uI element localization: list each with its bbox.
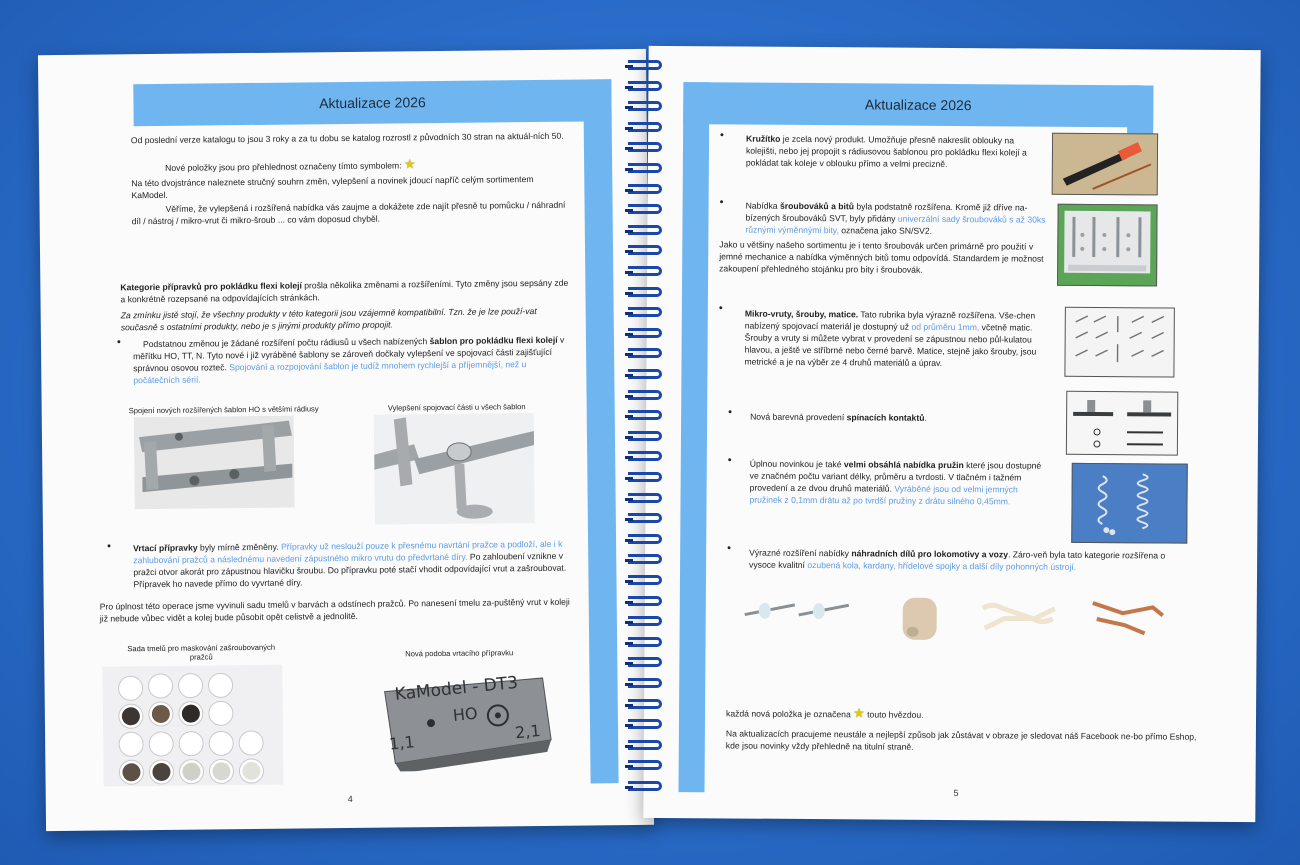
spiral-ring: [628, 781, 662, 791]
p5-pre: Úplnou novinkou je také: [749, 458, 844, 470]
right-parts-text: [749, 547, 1193, 574]
p6-link: ozubená kola, kardany, hřídelové spojky a další díly pohonných ústrojí.: [807, 559, 1077, 572]
jig-scale: HO: [452, 703, 479, 725]
bullet1-bold: šablon pro pokládku flexi kolejí: [429, 334, 558, 347]
p5-bold: velmi obsáhlá nabídka pružin: [843, 459, 964, 471]
spiral-ring: [628, 60, 662, 70]
caption-join-improvement: Vylepšení spojovací části u všech šablon: [387, 402, 526, 413]
left-completeness: Pro úplnost této operace jsme vyvinuli sadu tmelů v barvách a odstínech pražců. Po nanesení tmelu za-puštěný vrut v koleji již nebude vůbec vidět a kolej bude působit opět celistvě a jednolitě.: [99, 596, 570, 624]
left-page: [38, 49, 654, 831]
star-note-pre: každá nová položka je označena: [726, 708, 851, 720]
spiral-ring: [628, 101, 662, 111]
spiral-ring: [628, 431, 662, 441]
p6-bold: náhradních dílů pro lokomotivy a vozy: [851, 548, 1009, 560]
jig-right-size: 2,1: [514, 720, 542, 743]
p1-rest: je zcela nový produkt. Umožňuje přesně nakreslit oblouky na kolejišti, nebo jej propojit s rádiusovou šablonou pro pokládku flexi kolejí a pokládat tak koleje v oblouku přímo a velmi precizně.: [745, 133, 1027, 169]
p3-bold: Mikro-vruty, šrouby, matice.: [744, 308, 859, 320]
spiral-ring: [628, 740, 662, 750]
screws-photo: [1064, 307, 1174, 378]
bullet2-link: Přípravky už neslouží pouze k přesnému navrtání pražce a podloží, ale i k zahlubování pražců a následnému navedení zápustného mikro vrutu do předvrtané díry.: [133, 538, 563, 566]
p3-link: od průměru 1mm,: [911, 321, 980, 333]
right-closing: Na aktualizacích pracujeme neustále a nejlepší způsob jak zůstávat v obraze je sledovat náš Facebook ne-bo přímo Eshop, kde jsou novinky vždy přehledně na titulní straně.: [725, 728, 1197, 752]
spiral-ring: [628, 184, 662, 194]
p1-bold: Kružítko: [746, 133, 781, 144]
right-screws-text: [744, 308, 1052, 370]
right-page-number: 5: [953, 788, 959, 799]
jig-engraving: KaModel - DT3: [393, 672, 519, 705]
p3-rest: včetně matic. Šrouby a vruty si můžete vybrat v provedení se zápustnou nebo půl-kulatou hlavou, a ještě ve stříbrné nebo černé barvě. Matice, stejně jako šrouby, jsou metrické a je na výběr ze 4 druhů materiálů a úprav.: [744, 322, 1037, 368]
spiral-ring: [628, 369, 662, 379]
caption-putty-set: Sada tmelů pro maskování zašroubovaných pražců: [127, 642, 276, 662]
jig-left-size: 1,1: [388, 732, 416, 754]
spiral-ring: [628, 472, 662, 482]
spiral-ring: [628, 616, 662, 626]
join-part-photo: [374, 413, 535, 525]
bullet-icon: •: [728, 406, 733, 419]
spare-parts-photos: [735, 586, 1175, 649]
right-page: [643, 46, 1260, 822]
bullet2-bold: Vrtací přípravky: [133, 542, 198, 554]
bullet1-mid: v měřítku HO, TT, N. Tyto nové i již vyráběné šablony se zároveň dočkaly vylepšení ve spojovací části zajišťující správnou osovou rozteč.: [133, 334, 565, 374]
right-page-title: Aktualizace 2026: [683, 82, 1153, 127]
spiral-ring: [628, 451, 662, 461]
p5-mid: které jsou dostupné ve značném počtu variant délky, průměru a tvrdosti. V tlačném i tažném provedení a ze dvou druhů materiálů.: [749, 460, 1042, 494]
p6-mid: . Záro-veň byla tato kategorie rozšířena o vysoce kvalitní: [749, 549, 1166, 570]
left-page-side-band: [583, 79, 618, 783]
p3-mid: Tato rubrika byla výrazně rozšířena. Vše-chen nabízený spojovací materiál je dostupný už: [744, 309, 1036, 332]
left-hope: Věříme, že vylepšená i rozšířená nabídka vás zaujme a dokážete zde najít přesně tu pomůcku / náhradní díl / nástroj / mikro-vrut či mikro-šroub ... co vám doposud chyběl.: [131, 199, 566, 227]
p5-link: Vyráběné jsou od velmi jemných pružinek z 0,1mm drátu až po tvrdší pružiny z drátu silného 0,45mm.: [749, 483, 1018, 507]
spiral-ring: [628, 596, 662, 606]
bullet1-pre: Podstatnou změnou je žádané rozšíření počtu rádiusů u všech nabízených: [142, 336, 430, 350]
spiral-ring: [628, 575, 662, 585]
p2-pre: Nabídka: [745, 200, 781, 211]
spiral-ring: [628, 513, 662, 523]
bullet-icon: •: [107, 540, 112, 553]
spiral-ring: [628, 493, 662, 503]
spiral-ring: [628, 678, 662, 688]
bullet-icon: •: [116, 336, 121, 349]
spiral-ring: [628, 699, 662, 709]
drill-jig-photo: [374, 670, 555, 772]
spiral-ring: [628, 657, 662, 667]
bullet-icon: •: [720, 129, 724, 142]
spiral-ring: [628, 760, 662, 770]
spiral-ring: [628, 163, 662, 173]
left-category: [120, 277, 572, 306]
compass-photo: [1052, 133, 1158, 196]
right-contacts-text: [750, 411, 1050, 425]
spiral-ring: [628, 266, 662, 276]
bullet-icon: •: [718, 302, 723, 315]
right-screwdriver-text: [745, 200, 1045, 238]
spiral-ring: [628, 328, 662, 338]
left-new-items-note: [165, 156, 585, 173]
right-page-side-band: [678, 82, 709, 792]
spiral-ring: [628, 637, 662, 647]
caption-drill-jig: Nová podoba vrtacího přípravku: [405, 648, 514, 659]
p6-pre: Výrazné rozšíření nabídky: [749, 547, 852, 559]
springs-photo: [1071, 463, 1188, 544]
bullet2-rest: Po zahloubení vznikne v pražci otvor akorát pro zápustnou hlavičku šroubu. Do přípravku poté stačí vhodit odpovídající vrut a zašroubovat. Přípravek ho navede přímo do vyvrtané díry.: [133, 550, 567, 590]
contacts-photo: [1066, 391, 1178, 456]
spiral-ring: [628, 122, 662, 132]
left-italic-note: Za zmínku jistě stojí, že všechny produkty v této kategorii jsou vzájemně kompatibilní. Tzn. že je lze použí-vat současně s ostatními produkty, nebo je s jinými produkty přímo propojit.: [120, 305, 537, 333]
star-note-post: touto hvězdou.: [867, 709, 924, 720]
spiral-ring: [628, 719, 662, 729]
spiral-ring: [628, 245, 662, 255]
p4-rest: .: [924, 412, 927, 423]
bullet1-link: Spojování a rozpojování šablon je tudíž mnohem rychlejší a příjemnější, než u počátečních sérií.: [133, 359, 527, 386]
category-rest: prošla několika změnami a rozšířeními. Tyto změny jsou sepsány zde a konkrétně rozepsané na odpovídajících stránkách.: [120, 277, 569, 305]
putty-set-photo: [102, 665, 283, 787]
star-icon: ★: [403, 156, 416, 172]
spiral-binding: [628, 60, 664, 820]
spiral-ring: [628, 81, 662, 91]
category-bold: Kategorie přípravků pro pokládku flexi kolejí: [120, 280, 302, 293]
caption-template-join: Spojení nových rozšířených šablon HO s většími rádiusy: [128, 404, 319, 416]
spiral-ring: [628, 225, 662, 235]
spiral-ring: [628, 390, 662, 400]
p2-mid: byla podstatně rozšířena. Kromě již dříve na-bízených šroubováků SVT, byly přidány: [745, 201, 1028, 224]
spiral-ring: [628, 348, 662, 358]
p2-rest: označena jako SN/SV2.: [838, 225, 933, 236]
left-page-title: Aktualizace 2026: [133, 79, 611, 126]
star-icon: ★: [853, 705, 865, 721]
spiral-ring: [628, 142, 662, 152]
spiral-ring: [628, 554, 662, 564]
right-springs-text: [749, 458, 1041, 508]
right-compass-text: [746, 133, 1046, 171]
left-bullet2: [133, 538, 575, 591]
left-intro: Od poslední verze katalogu to jsou 3 roky a za tu dobu se katalog rozrostl z původních 30 stran na aktuál-ních 50.: [130, 130, 564, 146]
left-page-number: 4: [347, 793, 353, 805]
right-screwdriver-note: Jako u většiny našeho sortimentu je i tento šroubovák určen primárně pro použití v jemné mechanice a nabídka výměnných bitů tomu odpovídá. Standardem je možnost zakoupení přehledného stojánku pro bity i šroubovák.: [719, 239, 1044, 275]
template-join-photo: [134, 416, 295, 510]
screwdriver-set-photo: [1057, 204, 1158, 287]
new-items-note-text: Nové položky jsou pro přehlednost označeny tímto symbolem:: [165, 160, 402, 173]
bullet-icon: •: [727, 542, 732, 555]
spiral-ring: [628, 204, 662, 214]
bullet-icon: •: [719, 196, 724, 209]
spiral-ring: [628, 410, 662, 420]
p4-bold: spínacích kontaktů: [846, 412, 925, 423]
right-star-note: [726, 706, 1146, 722]
spiral-ring: [628, 534, 662, 544]
p4-pre: Nová barevná provedení: [750, 411, 847, 423]
spiral-ring: [628, 307, 662, 317]
p2-link: univerzální sady šroubováků s až 30ks různými výměnnými bity,: [745, 213, 1046, 236]
p2-bold: šroubováků a bitů: [779, 200, 855, 212]
bullet2-mid: byly mírně změněny.: [197, 541, 282, 553]
spiral-ring: [628, 287, 662, 297]
bullet-icon: •: [727, 454, 732, 467]
left-bullet1: [133, 334, 573, 387]
left-summary: Na této dvojstránce naleznete stručný souhrn změn, vylepšení a novinek jdoucí napříč celým sortimentem KaModel.: [131, 174, 534, 201]
